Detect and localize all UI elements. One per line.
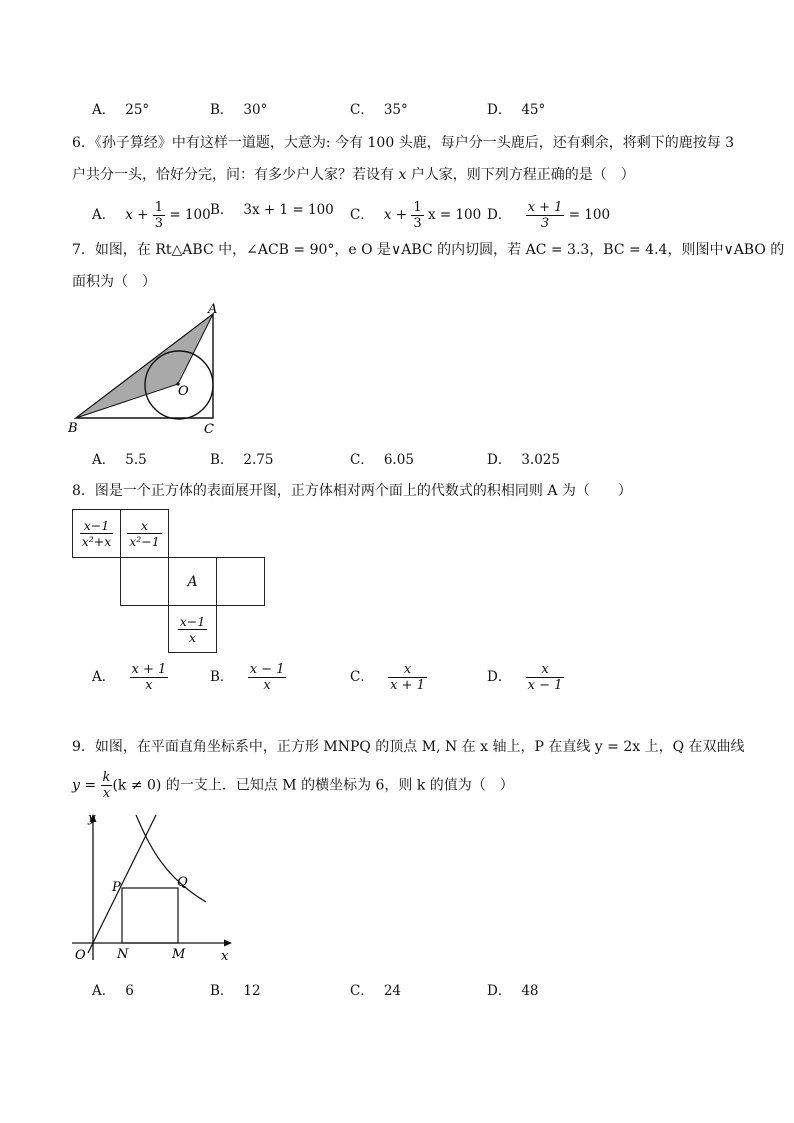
net-cell-5: $\frac{x-1}{x}$	[168, 605, 217, 653]
q6-option-a[interactable]: A． x + $\frac{1}{3}$ = 100	[92, 200, 211, 231]
q7-option-a[interactable]: A． 5.5	[92, 452, 147, 468]
x-axis-arrow	[224, 940, 232, 947]
label-c: C	[204, 422, 214, 437]
label-y: y	[88, 811, 96, 826]
q6-option-d[interactable]: D． $\frac{x + 1}{3}$ = 100	[487, 200, 611, 231]
label-b: B	[68, 421, 78, 436]
label-a: A	[208, 302, 218, 317]
q9-text-line2: y = $\frac{k}{x}$ (k ≠ 0) 的一支上．已知点 M 的横坐标为 6，则 k 的值为（ ）	[72, 770, 514, 801]
q5-option-a[interactable]: A． 25°	[92, 102, 150, 118]
q6-option-b[interactable]: B． 3x + 1 = 100	[210, 202, 334, 218]
q8-option-a[interactable]: A． $\frac{x + 1}{x}$	[92, 662, 167, 693]
q9-option-b[interactable]: B． 12	[210, 983, 261, 999]
q7-triangle-figure	[66, 300, 226, 440]
square-mnpq	[122, 888, 178, 943]
q7-option-c[interactable]: C． 6.05	[350, 452, 414, 468]
q8-text-line1: 8．图是一个正方体的表面展开图，正方体相对两个面上的代数式的积相同则 A 为（ ）	[72, 483, 632, 499]
label-o: O	[75, 948, 86, 963]
label-o: O	[178, 384, 189, 399]
q8-option-c[interactable]: C． $\frac{x}{x + 1}$	[350, 662, 425, 693]
label-m: M	[172, 947, 186, 962]
cube-net	[72, 509, 266, 653]
net-cell-2: $\frac{x}{\text{x²−1}}$	[120, 509, 169, 558]
q6-text-line1: 6．《孙子算经》中有这样一道题，大意为: 今有 100 头鹿，每户分一头鹿后，还有剩余，将剩下的鹿按每 3	[72, 135, 735, 151]
label-n: N	[117, 947, 129, 962]
q9-option-c[interactable]: C． 24	[350, 983, 402, 999]
label-q: Q	[177, 875, 188, 890]
net-cell-a: A	[168, 557, 217, 606]
fraction: $\frac{1}{3}$	[413, 200, 422, 231]
q5-option-d[interactable]: D． 45°	[487, 102, 546, 118]
q9-option-d[interactable]: D． 48	[487, 983, 539, 999]
label-x: x	[221, 949, 229, 964]
q7-option-b[interactable]: B． 2.75	[210, 452, 274, 468]
q6-option-c[interactable]: C． x + $\frac{1}{3}$ x = 100	[350, 200, 482, 231]
net-cell-3	[120, 557, 169, 606]
q7-option-d[interactable]: D． 3.025	[487, 452, 560, 468]
q7-text-line2: 面积为（ ）	[72, 274, 156, 290]
q5-option-c[interactable]: C． 35°	[350, 102, 408, 118]
label-p: P	[112, 880, 121, 895]
q7-text-line1: 7．如图，在 Rt△ABC 中，∠ACB = 90°，e O 是∨ABC 的内切圆，若 AC = 3.3，BC = 4.4，则图中∨ABO 的	[72, 242, 785, 258]
fraction: $\frac{x + 1}{3}$	[527, 200, 563, 231]
net-cell-1: $\frac{x-1}{\text{x²+x}}$	[72, 509, 121, 558]
q6-text-line2: 户共分一头，恰好分完，问：有多少户人家？若设有 x 户人家，则下列方程正确的是（ ）	[72, 167, 635, 183]
q8-option-d[interactable]: D． $\frac{x}{x - 1}$	[487, 662, 563, 693]
q9-option-a[interactable]: A． 6	[92, 983, 134, 999]
shaded-triangle-abo	[76, 314, 213, 418]
fraction: $\frac{1}{3}$	[154, 200, 164, 231]
q8-option-b[interactable]: B． $\frac{x - 1}{x}$	[210, 662, 285, 693]
q5-option-b[interactable]: B． 30°	[210, 102, 268, 118]
q9-coordinate-figure	[66, 810, 246, 965]
net-cell-4	[216, 557, 265, 606]
q9-text-line1: 9．如图，在平面直角坐标系中，正方形 MNPQ 的顶点 M, N 在 x 轴上，P 在直线 y = 2x 上，Q 在双曲线	[72, 739, 745, 755]
hyperbola-curve	[136, 815, 206, 902]
